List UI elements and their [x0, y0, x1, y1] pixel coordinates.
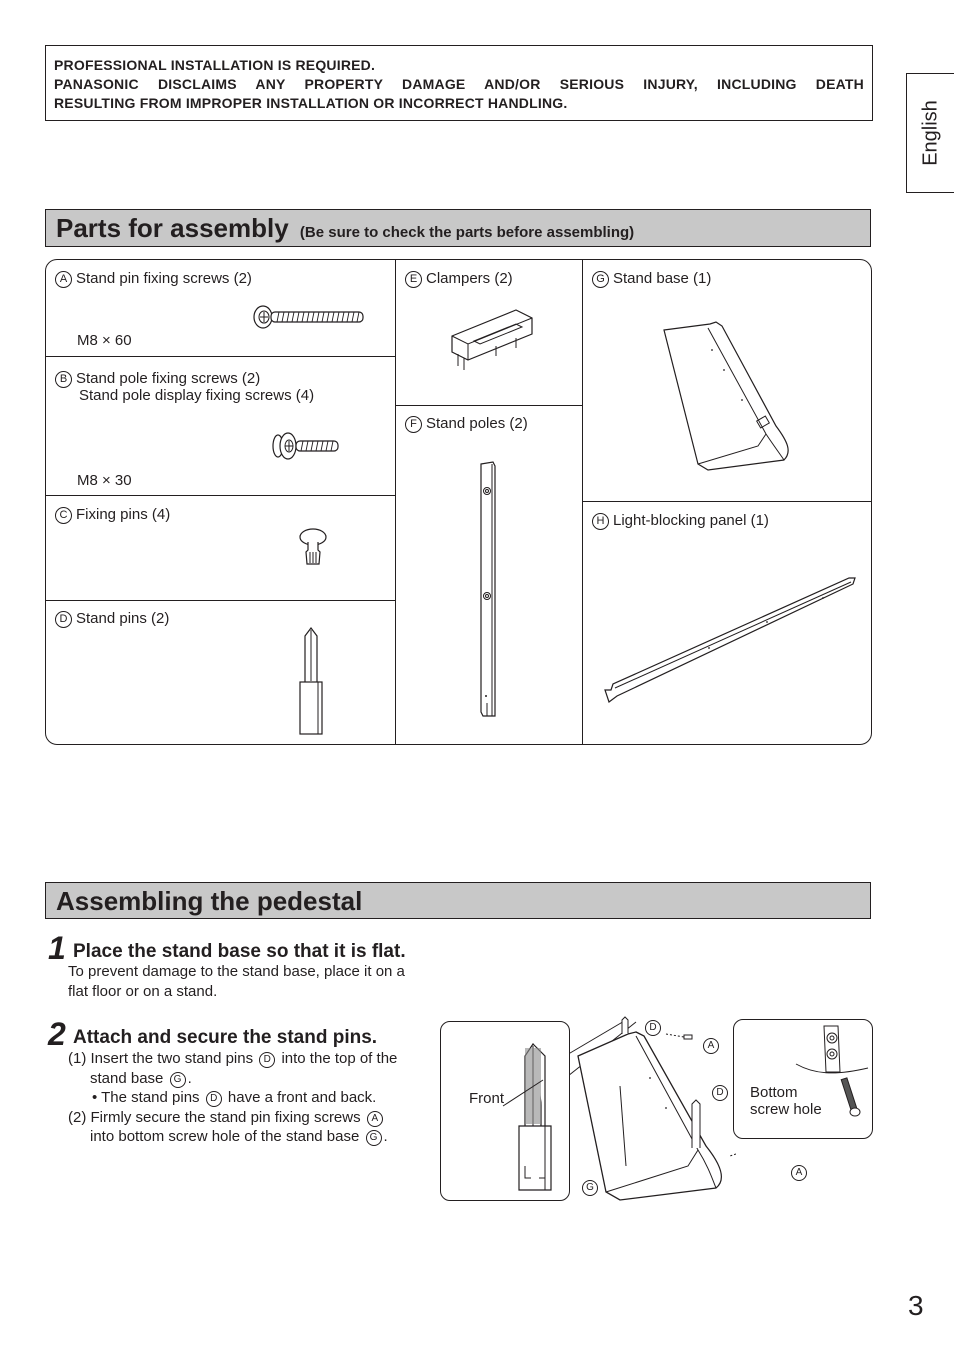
front-label: Front — [469, 1090, 505, 1107]
table-divider — [582, 501, 871, 502]
part-f-name: Stand poles (2) — [426, 415, 528, 432]
assembly-section-header — [45, 882, 871, 919]
step-2-title: Attach and secure the stand pins. — [73, 1027, 378, 1048]
part-a-spec: M8 × 60 — [77, 332, 132, 349]
item-number: (2) — [68, 1108, 87, 1126]
table-divider — [395, 260, 396, 744]
step-1-title: Place the stand base so that it is flat. — [73, 941, 406, 962]
part-a-label — [55, 270, 252, 288]
step-2-item-1-cont — [68, 1069, 397, 1089]
part-letter-badge: G — [366, 1130, 382, 1146]
step-text: have a front and back. — [227, 1089, 377, 1106]
parts-section-header — [45, 209, 871, 247]
warning-line-3: RESULTING FROM IMPROPER INSTALLATION OR INCORRECT HANDLING. — [54, 95, 568, 111]
assembly-section-title: Assembling the pedestal — [56, 886, 363, 916]
table-divider — [46, 495, 395, 496]
table-divider — [582, 260, 583, 744]
callout-d-top: D — [645, 1020, 661, 1036]
language-tab — [906, 73, 954, 193]
step-text: . — [383, 1128, 388, 1145]
part-h-label — [592, 512, 769, 530]
parts-section-subtitle: (Be sure to check the parts before assembling) — [299, 224, 635, 241]
stand-pin-illustration — [296, 624, 328, 740]
part-f-label — [405, 415, 528, 433]
step-text: Firmly secure the stand pin fixing screws — [90, 1108, 361, 1126]
step-2-item-1 — [68, 1049, 397, 1069]
table-divider — [46, 600, 395, 601]
bottom-screw-detail-box — [733, 1019, 873, 1139]
part-letter-badge: D — [206, 1091, 222, 1107]
part-letter-badge: H — [592, 513, 609, 530]
warning-line-1: PROFESSIONAL INSTALLATION IS REQUIRED. — [54, 57, 376, 73]
part-c-name: Fixing pins (4) — [76, 506, 171, 523]
part-letter-badge: A — [367, 1111, 383, 1127]
step-1-body — [68, 962, 405, 1001]
page-number: 3 — [908, 1290, 924, 1321]
step-2-item-2 — [68, 1108, 397, 1128]
part-letter-badge: D — [259, 1052, 275, 1068]
stand-pin-front-illustration — [511, 1040, 565, 1198]
step-1-number: 1 — [48, 930, 66, 966]
table-divider — [46, 356, 395, 357]
front-leader-line — [501, 1078, 545, 1108]
clamper-illustration — [446, 304, 538, 374]
step-2-item-2-cont — [68, 1127, 397, 1147]
part-e-name: Clampers (2) — [426, 270, 513, 287]
part-letter-badge: G — [592, 271, 609, 288]
item-number: (1) — [68, 1050, 87, 1067]
step-text: • The stand pins — [92, 1089, 200, 1106]
part-letter-badge: F — [405, 416, 422, 433]
part-letter-badge: B — [55, 371, 72, 388]
step-1-line: To prevent damage to the stand base, place it on a — [68, 963, 405, 980]
callout-a-top: A — [703, 1038, 719, 1054]
step-text: Insert the two stand pins — [90, 1050, 254, 1067]
stand-base-illustration — [658, 318, 798, 474]
part-h-name: Light-blocking panel (1) — [613, 512, 769, 529]
part-b-spec: M8 × 30 — [77, 472, 132, 489]
part-d-label — [55, 610, 169, 628]
callout-a-bottom: A — [791, 1165, 807, 1181]
part-g-name: Stand base (1) — [613, 270, 712, 287]
part-b-name-2: Stand pole display fixing screws (4) — [79, 387, 315, 404]
table-divider — [395, 405, 582, 406]
step-1-line: flat floor or on a stand. — [68, 982, 218, 1000]
warning-line-2: PANASONIC DISCLAIMS ANY PROPERTY DAMAGE AND/OR SERIOUS INJURY, INCLUDING DEATH — [54, 76, 864, 92]
part-e-label — [405, 270, 513, 288]
part-d-name: Stand pins (2) — [76, 610, 170, 627]
part-letter-badge: C — [55, 507, 72, 524]
step-text: into the top of the — [281, 1050, 398, 1067]
bottom-label-line-1: Bottom — [750, 1084, 798, 1101]
warning-box — [45, 45, 873, 121]
stand-pole-illustration — [471, 458, 511, 724]
part-b-label — [55, 370, 260, 388]
part-a-name: Stand pin fixing screws (2) — [76, 270, 252, 287]
part-b-name: Stand pole fixing screws (2) — [76, 370, 261, 387]
step-text: into bottom screw hole of the stand base — [90, 1128, 360, 1145]
light-blocking-panel-illustration — [601, 572, 861, 708]
screw-a-illustration — [251, 304, 371, 332]
fixing-pin-illustration — [298, 528, 332, 572]
language-tab-label: English — [919, 100, 941, 166]
step-text: stand base — [90, 1069, 164, 1087]
callout-g: G — [582, 1180, 598, 1196]
screw-b-illustration — [271, 429, 343, 463]
part-letter-badge: D — [55, 611, 72, 628]
bottom-label-line-2: screw hole — [750, 1101, 822, 1118]
step-2-number: 2 — [48, 1016, 66, 1052]
part-letter-badge: G — [170, 1072, 186, 1088]
callout-d-bottom: D — [712, 1085, 728, 1101]
part-letter-badge: A — [55, 271, 72, 288]
parts-section-title: Parts for assembly — [56, 213, 289, 243]
part-letter-badge: E — [405, 271, 422, 288]
step-2-body — [68, 1049, 397, 1147]
step-text: . — [187, 1069, 192, 1087]
step-2-note — [68, 1088, 397, 1108]
part-c-label — [55, 506, 170, 524]
front-detail-box — [440, 1021, 570, 1201]
parts-table — [45, 259, 872, 745]
part-g-label — [592, 270, 711, 288]
